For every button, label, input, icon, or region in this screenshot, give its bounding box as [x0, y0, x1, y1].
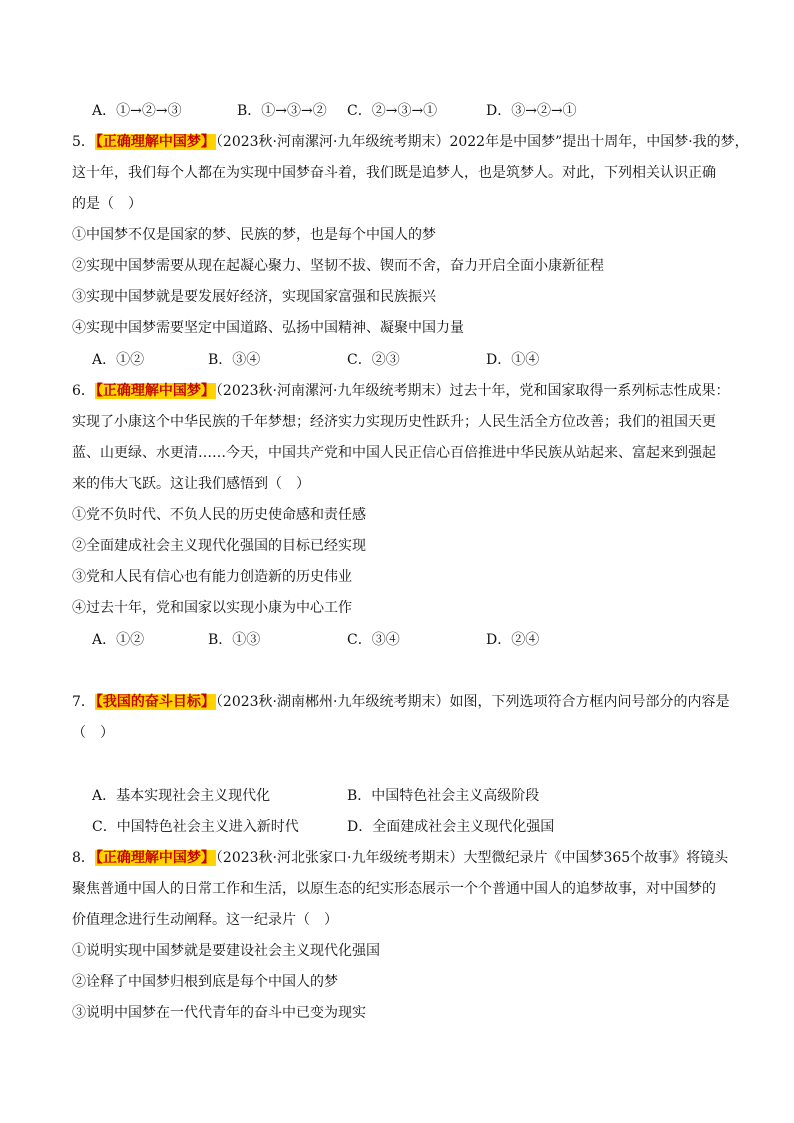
q7-topic-tag: 【我国的奋斗目标】 [95, 694, 215, 710]
q4-option-b: B．①→③→② [237, 103, 327, 119]
q4-option-c: C．②→③→① [347, 103, 438, 119]
q8-number: 8． [72, 850, 95, 866]
q6-option-d: D．②④ [486, 632, 540, 648]
q6-statement-1: ①党不负时代、不负人民的历史使命感和责任感 [72, 507, 366, 523]
q8-stem-line-3: 价值理念进行生动阐释。这一纪录片（ ） [72, 912, 338, 928]
q5-statement-3: ③实现中国梦就是要发展好经济，实现国家富强和民族振兴 [72, 289, 436, 305]
q8-statement-3: ③说明中国梦在一代代青年的奋斗中已变为现实 [72, 1005, 366, 1021]
q5-statement-2: ②实现中国梦需要从现在起凝心聚力、坚韧不拔、锲而不舍，奋力开启全面小康新征程 [72, 258, 604, 274]
q7-source: （2023秋·湖南郴州·九年级统考期末）如图，下列选项符合方框内问号部分的内容是 [215, 694, 730, 710]
q5-statement-4: ④实现中国梦需要坚定中国道路、弘扬中国精神、凝聚中国力量 [72, 320, 464, 336]
q7-option-d: D．全面建成社会主义现代化强国 [347, 819, 555, 835]
q5-number: 5． [72, 134, 95, 150]
q5-source: （2023秋·河南漯河·九年级统考期末）2022年是中国梦”提出十周年，中国梦·我的梦， [215, 134, 749, 150]
q7-stem-line-1 [72, 692, 729, 712]
q6-option-c: C．③④ [347, 632, 400, 648]
q4-option-d: D．③→②→① [486, 103, 577, 119]
q6-source: （2023秋·河南漯河·九年级统考期末）过去十年，党和国家取得一系列标志性成果： [215, 383, 730, 399]
q8-topic-tag: 【正确理解中国梦】 [95, 850, 215, 866]
q7-stem-line-2: （ ） [72, 725, 114, 741]
q6-option-a: A．①② [92, 632, 145, 648]
q6-stem-line-3: 蓝、山更绿、水更清……今天，中国共产党和中国人民正信心百倍推进中华民族从站起来、富起来到强起 [72, 445, 716, 461]
q8-source: （2023秋·河北张家口·九年级统考期末）大型微纪录片《中国梦365个故事》将镜头 [215, 850, 729, 866]
q5-statement-1: ①中国梦不仅是国家的梦、民族的梦，也是每个中国人的梦 [72, 227, 436, 243]
q5-stem-line-3: 的是（ ） [72, 196, 142, 212]
q8-stem-line-1 [72, 848, 728, 868]
q5-option-c: C．②③ [347, 352, 400, 368]
q6-topic-tag: 【正确理解中国梦】 [95, 383, 215, 399]
q5-option-d: D．①④ [486, 352, 540, 368]
q5-option-b: B．③④ [208, 352, 261, 368]
q7-option-a: A．基本实现社会主义现代化 [92, 788, 271, 804]
q5-option-a: A．①② [92, 352, 145, 368]
q6-statement-4: ④过去十年，党和国家以实现小康为中心工作 [72, 600, 352, 616]
q7-option-c: C．中国特色社会主义进入新时代 [92, 819, 299, 835]
q4-option-a: A．①→②→③ [92, 103, 182, 119]
q8-statement-2: ②诠释了中国梦归根到底是每个中国人的梦 [72, 974, 338, 990]
q6-stem-line-4: 来的伟大飞跃。这让我们感悟到（ ） [72, 476, 310, 492]
q7-number: 7． [72, 694, 95, 710]
q8-stem-line-2: 聚焦普通中国人的日常工作和生活，以原生态的纪实形态展示一个个普通中国人的追梦故事，对中国梦的 [72, 881, 716, 897]
q5-stem-line-1 [72, 132, 749, 152]
q6-stem-line-1 [72, 381, 729, 401]
q6-option-b: B．①③ [208, 632, 261, 648]
q5-topic-tag: 【正确理解中国梦】 [95, 134, 215, 150]
q6-statement-3: ③党和人民有信心也有能力创造新的历史伟业 [72, 569, 352, 585]
q8-statement-1: ①说明实现中国梦就是要建设社会主义现代化强国 [72, 943, 380, 959]
q5-stem-line-2: 这十年，我们每个人都在为实现中国梦奋斗着，我们既是追梦人，也是筑梦人。对此，下列相关认识正确 [72, 165, 716, 181]
q6-statement-2: ②全面建成社会主义现代化强国的目标已经实现 [72, 538, 366, 554]
q6-stem-line-2: 实现了小康这个中华民族的千年梦想；经济实力实现历史性跃升；人民生活全方位改善；我们的祖国天更 [72, 414, 716, 430]
q6-number: 6． [72, 383, 95, 399]
q7-option-b: B．中国特色社会主义高级阶段 [347, 788, 540, 804]
